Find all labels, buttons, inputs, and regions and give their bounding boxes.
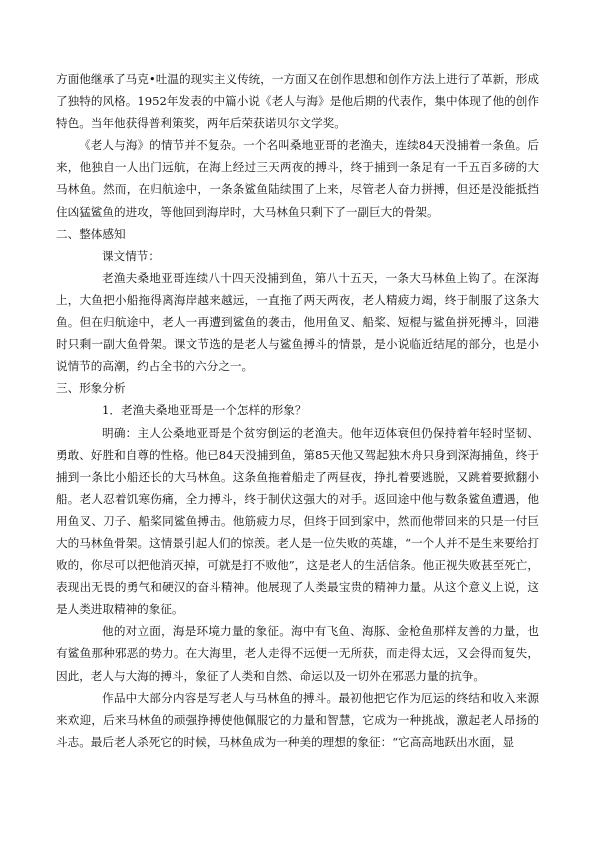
document-page: [56, 68, 539, 753]
paragraph-plot-summary: 《老人与海》的情节并不复杂。一个名叫桑地亚哥的老渔夫，连续84天没捕着一条鱼。后来，他独自一人出门远航，在海上经过三天两夜的搏斗，终于捕到一条足有一千五百多磅的大马林鱼。然而，在归航途中，一条条鲨鱼陆续围了上来，尽管老人奋力拼搏，但还是没能抵挡住凶猛鲨鱼的进攻，等他回到海岸时，大马林鱼只剩下了一副巨大的骨架。: [56, 138, 539, 219]
subheading-plot: 课文情节：: [102, 248, 160, 263]
section-heading-image-analysis: 三、形象分析: [56, 381, 126, 396]
section-heading-overall-perception: 二、整体感知: [56, 226, 126, 241]
paragraph-answer-old-man: 明确：主人公桑地亚哥是个贫穷倒运的老渔夫。他年迈体衰但仍保持着年轻时坚韧、勇敢、好胜和自尊的性格。他已84天没捕到鱼，第85天他又驾起独木舟只身到深海捕鱼，终于捕到一条比小船还长的大马林鱼。这条鱼拖着船走了两昼夜，挣扎着要逃脱，又跳着要掀翻小船。老人忍着饥寒伤痛，全力搏斗，终于制伏这强大的对手。返回途中他与数条鲨鱼遭遇，他用鱼叉、刀子、船桨同鲨鱼搏击。他筋疲力尽，但终于回到家中，然而他带回来的只是一付巨大的马林鱼骨架。这情景引起人们的惊羡。老人是一位失败的英雄，“一个人并不是生来要给打败的，你尽可以把他消灭掉，可就是打不败他”，这是老人的生活信条。他正视失败甚至死亡，表现出无畏的勇气和硬汉的奋斗精神。他展现了人类最宝贵的精神力量。从这个意义上说，这是人类进取精神的象征。: [56, 425, 539, 617]
paragraph-marlin-struggle: 作品中大部分内容是写老人与马林鱼的搏斗。最初他把它作为厄运的终结和收入来源来欢迎，后来马林鱼的顽强挣搏使他佩服它的力量和智慧，它成为一种挑战，激起老人昂扬的斗志。最后老人杀死它的时候，马林鱼成为一种美的理想的象征：“它高高地跃出水面，显: [56, 690, 539, 749]
paragraph-sea-symbol: 他的对立面，海是环境力量的象征。海中有飞鱼、海豚、金枪鱼那样友善的力量，也有鲨鱼那种邪恶的势力。在大海里，老人走得不远便一无所获，而走得太远，又会得而复失，因此，老人与大海的搏斗，象征了人类和自然、命运以及一切外在邪恶力量的抗争。: [56, 624, 539, 683]
question-old-fisherman-image: 1．老渔夫桑地亚哥是一个怎样的形象？: [102, 403, 307, 418]
paragraph-hemingway-style: 方面他继承了马克•吐温的现实主义传统，一方面又在创作思想和创作方法上进行了革新，形成了独特的风格。1952年发表的中篇小说《老人与海》是他后期的代表作，集中体现了他的创作特色。当年他获得普利策奖，两年后荣获诺贝尔文学奖。: [56, 72, 539, 131]
paragraph-lesson-plot: 老渔夫桑地亚哥连续八十四天没捕到鱼，第八十五天，一条大马林鱼上钩了。在深海上，大鱼把小船拖得离海岸越来越远，一直拖了两天两夜，老人精疲力竭，终于制服了这条大鱼。但在归航途中，老人一再遭到鲨鱼的袭击，他用鱼叉、船桨、短棍与鲨鱼拼死搏斗，回港时只剩一副大鱼骨架。课文节选的是老人与鲨鱼搏斗的情景，是小说临近结尾的部分，也是小说情节的高潮，约占全书的六分之一。: [56, 270, 539, 374]
